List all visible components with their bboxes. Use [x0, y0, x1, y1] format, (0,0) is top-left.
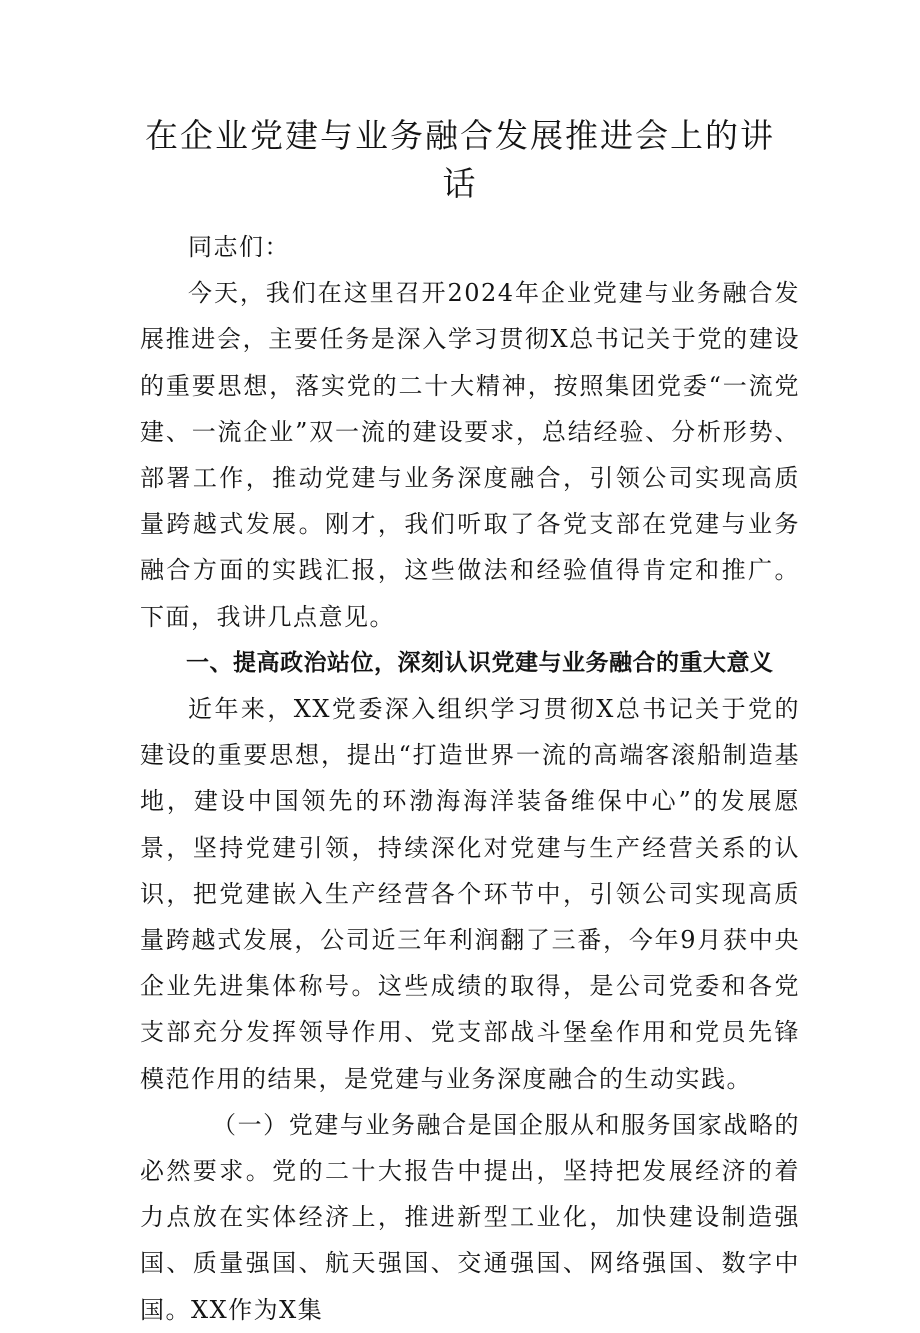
paragraph-intro: 今天，我们在这里召开2024年企业党建与业务融合发展推进会，主要任务是深入学习贯彻X总书记关于党的建设的重要思想，落实党的二十大精神，按照集团党委“一流党建、一流企业”双一流的建设要求，总结经验、分析形势、部署工作，推动党建与业务深度融合，引领公司实现高质量跨越式发展。刚才，我们听取了各党支部在党建与业务融合方面的实践汇报，这些做法和经验值得肯定和推广。下面，我讲几点意见。	[140, 279, 800, 631]
document-title: 在企业党建与业务融合发展推进会上的讲话	[145, 116, 775, 203]
salutation: 同志们：	[188, 233, 290, 261]
paragraph-subsection-1: （一）党建与业务融合是国企服从和服务国家战略的必然要求。党的二十大报告中提出，坚持把发展经济的着力点放在实体经济上，推进新型工业化，加快建设制造强国、质量强国、航天强国、交通强国、网络强国、数字中国。XX作为X集	[140, 1110, 800, 1324]
section-heading-1: 一、提高政治站位，深刻认识党建与业务融合的重大意义	[186, 649, 774, 676]
document-body	[140, 224, 800, 1333]
paragraph-achievements: 近年来，XX党委深入组织学习贯彻X总书记关于党的建设的重要思想，提出“打造世界一流的高端客滚船制造基地，建设中国领先的环渤海海洋装备维保中心”的发展愿景，坚持党建引领，持续深化对党建与生产经营关系的认识，把党建嵌入生产经营各个环节中，引领公司实现高质量跨越式发展，公司近三年利润翻了三番，今年9月获中央企业先进集体称号。这些成绩的取得，是公司党委和各党支部充分发挥领导作用、党支部战斗堡垒作用和党员先锋模范作用的结果，是党建与业务深度融合的生动实践。	[140, 695, 800, 1093]
